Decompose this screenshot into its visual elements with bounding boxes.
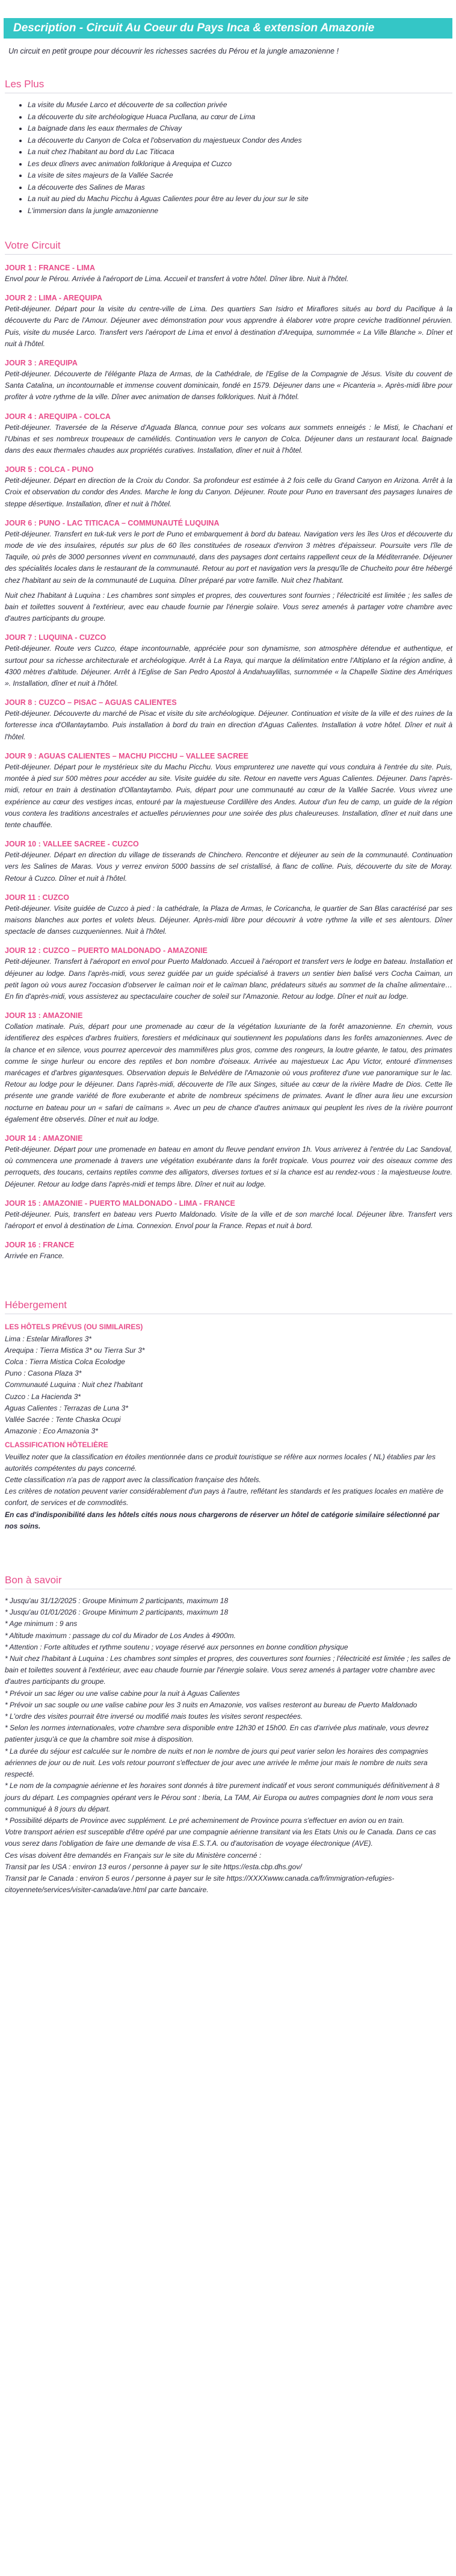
plus-item: • Les deux dîners avec animation folklorique à Arequipa et Cuzco [28,158,452,170]
day-title: JOUR 16 : FRANCE [5,1241,75,1250]
bon-a-savoir-item: * La durée du séjour est calculée sur le nombre de nuits et non le nombre de jours qui peut varier selon les horaires des compagnies aériennes de jour ou de nuit. Les vols retour pourront s'effectuer de jour avec une arrivée le même jour mais le nombre de nuits sera respecté. [5,1746,428,1779]
bon-a-savoir-item: Votre transport aérien est susceptible d'être opéré par une compagnie aérienne transitant via les Etats Unis ou le Canada. Dans ce cas vous serez dans l'obligation de faire une demande de visa E.S.T.A. ou d'autorisation de voyage électronique (AVE). [5,1828,436,1848]
day-title: JOUR 10 : VALLEE SACREE - CUZCO [5,840,139,849]
day-block [4,1199,452,1232]
classification-line: Veuillez noter que la classification en étoiles mentionnée dans ce produit touristique se réfère aux normes locales ( NL) établies par les autorités compétentes du pays concerné. [5,1452,436,1473]
day-block [4,1134,452,1190]
bon-a-savoir-item: * Prévoir un sac léger ou une valise cabine pour la nuit à Aguas Calientes [5,1689,240,1698]
day-block [4,752,452,831]
hotel-item: Amazonie : Eco Amazonia 3* [5,1427,98,1436]
day-title: JOUR 3 : AREQUIPA [5,359,78,368]
day-block [4,519,452,625]
day-text: Petit-déjeuner. Transfert en tuk-tuk vers le port de Puno et embarquement à bord du bateau. Navigation vers les îles Uros et découverte du mode de vie des insulaires, réputés sur plus de 60 îles constituées de roseaux d'environ 3 mètres d'épaisseur. Poursuite vers l'île de Taquile, où près de 3000 personnes vivent en communauté, dans des paysages dont certains rappellent ceux de la Méditerranée. Déjeuner des spécialités locales dans le restaurant de la communauté. Retour au port et navigation vers la presqu'île de Chucheito pour être hébergé chez l'habitant au sein de la communauté de Luquina. Dîner préparé par votre famille. Nuit chez l'habitant. [5,529,452,585]
day-title: JOUR 1 : FRANCE - LIMA [5,264,95,272]
day-block [4,840,452,884]
day-block [4,633,452,689]
day-text: Collation matinale. Puis, départ pour une promenade au cœur de la végétation luxuriante de la forêt amazonienne. En chemin, vous identifierez des espèces d'arbres fruitiers, forestiers et médicinaux qui soutiennent les populations dans les forêts amazoniennes. Avec de la chance et en silence, vous pourrez apercevoir des mammifères plus gros, comme des rongeurs, la loutre géante, le tatou, des primates comme le singe hurleur ou encore des reptiles et bon nombre d'oiseaux. Arrivée au majestueux Lac Apu Victor, entouré d'immenses marécages et d'arbres gigantesques. Observation depuis le Belvédère de l'Amazonie où vous profiterez d'une vue panoramique sur le lac. Retour au lodge pour le déjeuner. Dans l'après-midi, découverte de l'île aux Singes, située au cœur de la rivière Madre de Dios. Cette île présente une grande variété de flore exuberante et abrite de nombreux spécimens de primates. Avant le dîner aura lieu une excursion nocturne en bateau pour un « safari de caïmans ». Avec un peu de chance d'autres animaux qui peuplent les rives de la rivière pourront également être observés. Dîner et nuit au lodge. [5,1022,452,1123]
hotel-item: Colca : Tierra Mistica Colca Ecolodge [5,1358,125,1366]
page-title: Description - Circuit Au Coeur du Pays Inca & extension Amazonie [4,18,452,39]
day-block [4,412,452,457]
plus-item: • L'immersion dans la jungle amazonienne [28,205,452,217]
bon-a-savoir-item: * Possibilité départs de Province avec supplément. Le pré acheminement de Province pourra s'effectuer en avion ou en train. [5,1816,405,1825]
day-block [4,359,452,403]
bon-a-savoir-item: * Le nom de la compagnie aérienne et les horaires sont donnés à titre purement indicatif et vous seront communiqués définitivement à 8 jours du départ. Les compagnies opérant vers le Pérou sont : Iberia, La TAM, Air Europa ou autres compagnies dont le nom vous sera communiqué à 8 jours du départ. [5,1781,440,1813]
plus-item: • La nuit chez l'habitant au bord du Lac Titicaca [28,146,452,158]
section-hebergement [4,1299,452,1532]
bon-a-savoir-item: Ces visas doivent être demandés en Français sur le site du Ministère concerné : [5,1851,262,1860]
hotel-list [5,1333,452,1438]
plus-item: • La découverte des Salines de Maras [28,182,452,194]
day-block [4,1241,452,1262]
plus-item: • La nuit au pied du Machu Picchu à Aguas Calientes pour être au lever du jour sur le site [28,193,452,205]
day-text: Petit-déjeuner. Départ pour le mystérieux site du Machu Picchu. Vous emprunterez une navette qui vous conduira à l'entrée du site. Puis, montée à pied sur 500 mètres pour accéder au site. Visite guidée du site. Retour en navette vers Aguas Calientes. Déjeuner. Dans l'après-midi, retour en train à destination d'Ollantaytambo. Puis, départ pour une communauté au cœur de la Vallée Sacrée. Vous vivrez une expérience au cœur des vestiges incas, entouré par la majestueuse Cordillère des Andes. Autour d'un feu de camp, un guide de la région vous contera les traditions ancestrales et actuelles péruviennes pour une soirée des plus chaleureuses. Installation, dîner et nuit dans une tente chauffée. [5,762,452,829]
day-text: Petit-déjeuner. Départ en direction du village de tisserands de Chinchero. Rencontre et déjeuner au sein de la communauté. Continuation vers les Salines de Maras. Vous y verrez environ 5000 bassins de sel cristallisé, à flanc de colline. Puis, découverte du site de Moray. Retour à Cuzco. Dîner et nuit à l'hôtel. [5,851,452,883]
hotel-item: Arequipa : Tierra Mistica 3* ou Tierra Sur 3* [5,1345,145,1355]
classification-line: Cette classification n'a pas de rapport avec la classification française des hôtels. [5,1476,261,1485]
day-block [4,698,452,743]
section-title-hebergement: Hébergement [5,1299,452,1314]
bon-a-savoir-item: * Nuit chez l'habitant à Luquina : Les chambres sont simples et propres, des couvertures sont fournies ; l'électricité est limitée ; les salles de bain et toilettes souvent à l'extérieur, avec eau chaude fournie par l'énergie solaire. Vous serez amenés à partager votre chambre avec d'autres participants du groupe. [5,1654,451,1686]
itinerary [4,264,452,1262]
bon-a-savoir-item: * Prévoir un sac souple ou une valise cabine pour les 3 nuits en Amazonie, vos valises resteront au bureau de Puerto Maldonado [5,1700,417,1709]
intro-text: Un circuit en petit groupe pour découvrir les richesses sacrées du Pérou et la jungle amazonienne ! [8,47,339,55]
day-title: JOUR 7 : LUQUINA - CUZCO [5,633,106,642]
bon-a-savoir-item: * Attention : Forte altitudes et rythme soutenu ; voyage réservé aux personnes en bonne condition physique [5,1642,348,1651]
day-block [4,946,452,1002]
hotel-item: Aguas Calientes : Terrazas de Luna 3* [5,1403,129,1412]
day-text: Petit-déjeuner. Découverte de l'élégante Plaza de Armas, de la Cathédrale, de l'Eglise de la Compagnie de Jésus. Visite du couvent de Santa Catalina, un incontournable et immense couvent dominicain, fondé en 1579. Déjeuner dans une « Picanteria ». Après-midi libre pour profiter à votre rythme de la ville. Dîner avec animation de danses folkloriques. Nuit à l'hôtel. [5,370,452,402]
day-block [4,465,452,510]
plus-item: • La découverte du Canyon de Colca et l'observation du majestueux Condor des Andes [28,135,452,147]
section-plus [4,78,452,217]
day-block [4,1011,452,1125]
hotel-item: Vallée Sacrée : Tente Chaska Ocupi [5,1415,121,1424]
section-title-circuit: Votre Circuit [5,240,452,255]
day-text: Petit-déjeuner. Route vers Cuzco, étape incontournable, appréciée pour son dynamisme, son atmosphère détendue et authentique, et surtout pour sa richesse architecturale et archéologique. Arrêt à La Raya, qui marque la délimitation entre l'Altiplano et la région andine, à 4300 mètres d'altitude. Déjeuner. Arrêt à l'Eglise de San Pedro Apostol à Andahuaylillas, surnommée « la Chapelle Sixtine des Amériques ». Installation, dîner et nuit à l'hôtel. [5,644,452,688]
day-text: Envol pour le Pérou. Arrivée à l'aéroport de Lima. Accueil et transfert à votre hôtel. Dîner libre. Nuit à l'hôtel. [5,275,349,283]
day-title: JOUR 15 : AMAZONIE - PUERTO MALDONADO - LIMA - FRANCE [5,1199,235,1208]
section-title-bon-a-savoir: Bon à savoir [5,1574,452,1589]
bon-a-savoir-item: * Selon les normes internationales, votre chambre sera disponible entre 12h30 et 15h00. En cas d'arrivée plus matinale, vous devrez patienter jusqu'à ce que la chambre soit mise à disposition. [5,1724,429,1744]
day-title: JOUR 13 : AMAZONIE [5,1011,83,1020]
day-text: Petit-déjeuner. Découverte du marché de Pisac et visite du site archéologique. Déjeuner. Continuation et visite de la ville et des ruines de la forteresse inca d'Ollantaytambo. Puis installation à bord du train en direction d'Aguas Calientes. Installation à votre hôtel. Dîner et nuit à l'hôtel. [5,709,452,741]
day-title: JOUR 9 : AGUAS CALIENTES – MACHU PICCHU – VALLEE SACREE [5,751,248,760]
day-text: Petit-déjeuner. Puis, transfert en bateau vers Puerto Maldonado. Visite de la ville et de son marché local. Déjeuner libre. Transfert vers l'aéroport et envol à destination de Lima. Connexion. Envol pour la France. Repas et nuit à bord. [5,1209,452,1230]
day-block [4,264,452,285]
hotel-item: Puno : Casona Plaza 3* [5,1369,82,1378]
day-text: Petit-déjeuner. Transfert à l'aéroport en envol pour Puerto Maldonado. Accueil à l'aéroport et transfert vers le lodge en bateau. Installation et déjeuner au lodge. Dans l'après-midi, vous serez guidée par un guide spécialisé à travers un sentier bien balisé vers Cocha Caiman, un petit lagon où vous aurez l'occasion d'observer le caïman noir et le caïman blanc, prédateurs situés au sommet de la chaîne alimentaire… En fin d'après-midi, vous assisterez au spectaculaire coucher de soleil sur l'Amazonie. Retour au lodge. Dîner et nuit au lodge. [5,957,452,1001]
bon-a-savoir-item: * Age minimum : 9 ans [5,1619,78,1628]
hotels-header: LES HÔTELS PRÉVUS (OU SIMILAIRES) [5,1323,143,1332]
hotel-item: Lima : Estelar Miraflores 3* [5,1334,92,1343]
day-note: Nuit chez l'habitant à Luquina : Les chambres sont simples et propres, des couvertures sont fournies ; l'électricité est limitée ; les salles de bain et toilettes souvent à l'extérieur, avec eau chaude fournie par l'énergie solaire. Vous serez amenés à partager votre chambre avec d'autres participants du groupe. [5,591,452,623]
classification-line: Les critères de notation peuvent varier considérablement d'un pays à l'autre, reflétant les standards et les pratiques locales en matière de confort, de services et de commodités. [5,1487,443,1507]
day-text: Petit-déjeuner. Départ pour une promenade en bateau en amont du fleuve pendant environ 1h. Vous arriverez à l'entrée du Lac Sandoval, où commencera une promenade à travers une végétation exubérante dans la forêt tropicale. Vous pourrez voir des oiseaux comme des perroquets, des toucans, certains reptiles comme des alligators, diverses tortues et si la chance est au rendez-vous : la majestueuse loutre. Déjeuner. Retour au lodge dans l'après-midi et temps libre. Dîner et nuit au lodge. [5,1144,452,1188]
day-block [4,294,452,350]
day-text: Petit-déjeuner. Départ pour la visite du centre-ville de Lima. Des quartiers San Isidro et Miraflores situés au bord du Pacifique à la découverte du Parc de l'Amour. Déjeuner avec démonstration pour vous apprendre à élaborer votre propre ceviche traditionnel péruvien. Puis, visite du musée Larco. Transfert vers l'aéroport de Lima et envol à destination d'Arequipa, surnommée « La Ville Blanche ». Dîner et nuit à l'hôtel. [5,305,452,348]
plus-item: • La visite de sites majeurs de la Vallée Sacrée [28,170,452,182]
plus-item: • La visite du Musée Larco et découverte de sa collection privée [28,99,452,111]
day-text: Arrivée en France. [5,1252,64,1261]
hotel-item: Cuzco : La Hacienda 3* [5,1392,81,1401]
plus-item: • La découverte du site archéologique Huaca Pucllana, au cœur de Lima [28,111,452,123]
section-circuit [4,240,452,1262]
bon-a-savoir-item: * Jusqu'au 01/01/2026 : Groupe Minimum 2 participants, maximum 18 [5,1608,229,1617]
day-text: Petit-déjeuner. Visite guidée de Cuzco à pied : la cathédrale, la Plaza de Armas, le Coricancha, le quartier de San Blas caractérisé par ses maisons blanches aux portes et volets bleus. Déjeuner. Après-midi libre pour découvrir à votre rythme la ville et ses alentours. Dîner spectacle de danses cuzqueniennes. Nuit à l'hôtel. [5,904,452,936]
day-block [4,893,452,938]
day-title: JOUR 2 : LIMA - AREQUIPA [5,294,103,303]
day-title: JOUR 5 : COLCA - PUNO [5,465,94,474]
day-title: JOUR 6 : PUNO - LAC TITICACA – COMMUNAUTÉ LUQUINA [5,518,220,527]
bon-a-savoir-item: * L'ordre des visites pourrait être inversé ou modifié mais toutes les visites seront respectées. [5,1712,303,1721]
day-title: JOUR 4 : AREQUIPA - COLCA [5,412,111,421]
bon-a-savoir-item: Transit par les USA : environ 13 euros / personne à payer sur le site https://esta.cbp.dhs.gov/ [5,1862,302,1871]
bon-a-savoir-item: * Jusqu'au 31/12/2025 : Groupe Minimum 2 participants, maximum 18 [5,1597,229,1606]
plus-list [4,99,452,217]
bon-a-savoir-item: * Altitude maximum : passage du col du Mirador de Los Andes à 4900m. [5,1631,236,1640]
section-bon-a-savoir [4,1574,452,1896]
day-title: JOUR 14 : AMAZONIE [5,1134,83,1143]
hotel-item: Communauté Luquina : Nuit chez l'habitant [5,1380,143,1389]
section-title-plus: Les Plus [5,78,452,93]
classification-text [5,1451,452,1509]
day-text: Petit-déjeuner. Départ en direction de la Croix du Condor. Sa profondeur est estimée à 2 fois celle du Grand Canyon en Arizona. Arrêt à la Croix et observation du condor des Andes. Marche le long du Canyon. Déjeuner. Route pour Puno en traversant des paysages lunaires de steppe désertique. Installation, dîner et nuit à l'hôtel. [5,476,452,508]
day-title: JOUR 12 : CUZCO – PUERTO MALDONADO - AMAZONIE [5,946,208,955]
hotels-block [5,1321,452,1532]
plus-item: • La baignade dans les eaux thermales de Chivay [28,123,452,135]
bon-a-savoir-item: Transit par le Canada : environ 5 euros / personne à payer sur le site https://XXXXwww.canada.ca/fr/immigration-refugies-citoyennete/services/visiter-canada/ave.html par carte bancaire. [5,1873,395,1895]
day-title: JOUR 11 : CUZCO [5,893,69,902]
classification-header: CLASSIFICATION HÔTELIÈRE [5,1441,108,1450]
day-title: JOUR 8 : CUZCO – PISAC – AGUAS CALIENTES [5,698,177,707]
bon-a-savoir-list [5,1595,452,1896]
classification-note: En cas d'indisponibilité dans les hôtels cités nous nous chargerons de réserver un hôtel de catégorie similaire sélectionné par nos soins. [5,1510,440,1530]
day-text: Petit-déjeuner. Traversée de la Réserve d'Aguada Blanca, connue pour ses volcans aux sommets enneigés : le Misti, le Chachani et l'Ubinas et ses nombreux troupeaux de camélidés. Continuation vers le canyon de Colca. Déjeuner dans un restaurant local. Baignade dans des eaux thermales chaudes aux propriétés curatives. Installation, dîner et nuit à l'hôtel. [5,423,452,455]
